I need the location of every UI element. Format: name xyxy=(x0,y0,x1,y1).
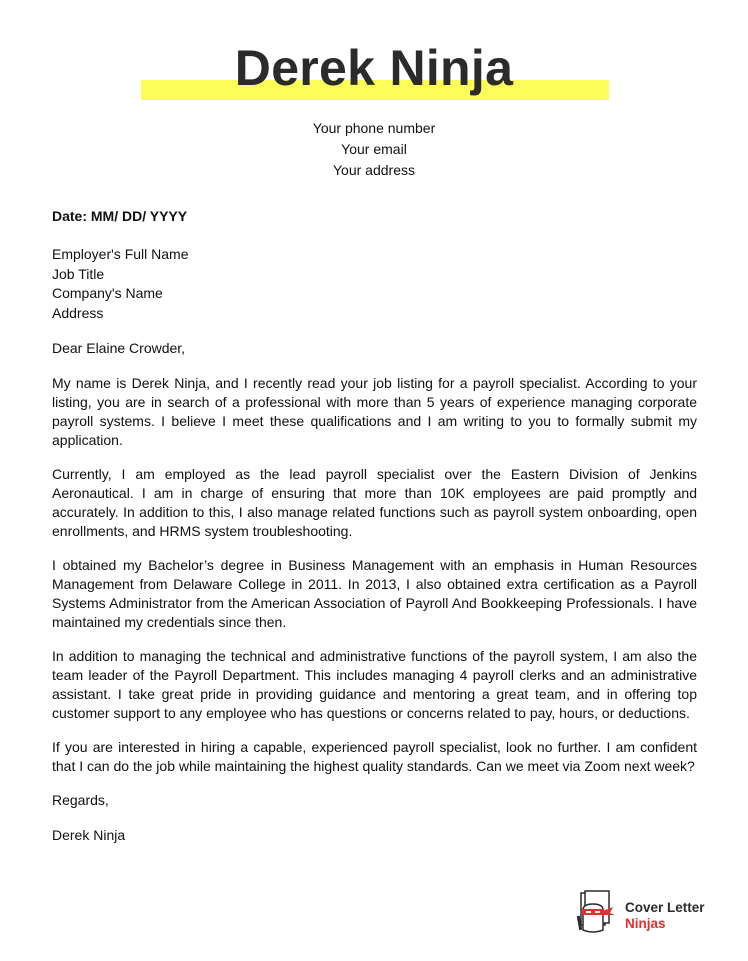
letter-body xyxy=(52,207,697,845)
logo-line-1: Cover Letter xyxy=(625,900,705,915)
letter-header xyxy=(0,0,748,190)
applicant-name: Derek Ninja xyxy=(234,40,514,96)
contact-info xyxy=(0,118,748,181)
body-paragraph-5: If you are interested in hiring a capable, experienced payroll specialist, look no further. I am confident that I can do the job while maintaining the highest quality standards. Can we meet via Zoom next week? xyxy=(52,739,697,774)
letter-date: Date: MM/ DD/ YYYY xyxy=(52,208,188,224)
body-paragraph-4: In addition to managing the technical and administrative functions of the payroll system, I am also the team leader of the Payroll Department. This includes managing 4 payroll clerks and an administrative assistant. I take great pride in providing guidance and mentoring a great team, and in offering top customer support to any employee who has questions or concerns related to pay, hours, or deductions. xyxy=(52,648,697,721)
ninja-mascot-icon xyxy=(575,890,619,936)
recipient-company: Company's Name xyxy=(52,285,163,301)
salutation: Dear Elaine Crowder, xyxy=(52,340,186,356)
recipient-job-title: Job Title xyxy=(52,265,105,282)
recipient-address: Address xyxy=(52,304,104,321)
recipient-block xyxy=(52,245,697,323)
signature: Derek Ninja xyxy=(52,827,126,843)
recipient-full-name: Employer's Full Name xyxy=(52,246,189,262)
closing: Regards, xyxy=(52,792,109,808)
contact-email: Your email xyxy=(341,141,407,157)
contact-phone: Your phone number xyxy=(312,120,436,136)
body-paragraph-3: I obtained my Bachelor’s degree in Business Management with an emphasis in Human Resources Management from Delaware College in 2011. In 2013, I also obtained extra certification as a Payroll Systems Administrator from the American Association of Payroll And Bookkeeping Professionals. I have maintained my credentials since then. xyxy=(52,557,697,630)
cover-letter-ninjas-logo xyxy=(575,890,725,938)
body-paragraph-1: My name is Derek Ninja, and I recently read your job listing for a payroll specialist. According to your listing, you are in search of a professional with more than 5 years of experience managing corporate payroll systems. I believe I meet these qualifications and I am writing to you to formally submit my application. xyxy=(52,375,697,448)
contact-address: Your address xyxy=(333,162,415,178)
logo-wordmark xyxy=(625,900,705,932)
body-paragraph-2: Currently, I am employed as the lead payroll specialist over the Eastern Division of Jenkins Aeronautical. I am in charge of ensuring that more than 10K employees are paid promptly and accurately. In addition to this, I also manage related functions such as payroll system onboarding, open enrollments, and HRMS system troubleshooting. xyxy=(52,466,697,539)
logo-line-2: Ninjas xyxy=(625,916,666,931)
